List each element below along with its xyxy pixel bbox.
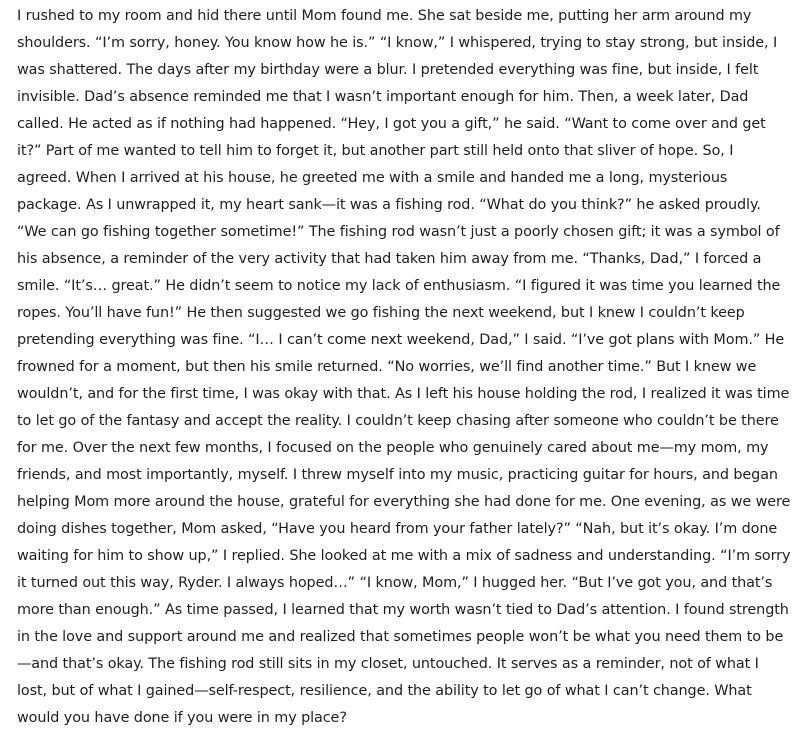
story-paragraph: I rushed to my room and hid there until Mom found me. She sat beside me, putting her arm around my shoulders. “I’m sorry, honey. You know how he is.” “I know,” I whispered, trying to stay strong, but inside, I was shattered. The days after my birthday were a blur. I pretended everything was fine, but inside, I felt invisible. Dad’s absence reminded me that I wasn’t important enough for him. Then, a week later, Dad called. He acted as if nothing had happened. “Hey, I got you a gift,” he said. “Want to come over and get it?” Part of me wanted to tell him to forget it, but another part still held onto that sliver of hope. So, I agreed. When I arrived at his house, he greeted me with a smile and handed me a long, mysterious package. As I unwrapped it, my heart sank—it was a fishing rod. “What do you think?” he asked proudly. “We can go fishing together sometime!” The fishing rod wasn’t just a poorly chosen gift; it was a symbol of his absence, a reminder of the very activity that had taken him away from me. “Thanks, Dad,” I forced a smile. “It’s… great.” He didn’t seem to notice my lack of enthusiasm. “I figured it was time you learned the ropes. You’ll have fun!” He then suggested we go fishing the next weekend, but I knew I couldn’t keep pretending everything was fine. “I… I can’t come next weekend, Dad,” I said. “I’ve got plans with Mom.” He frowned for a moment, but then his smile returned. “No worries, we’ll find another time.” But I knew we wouldn’t, and for the first time, I was okay with that. As I left his house holding the rod, I realized it was time to let go of the fantasy and accept the reality. I couldn’t keep chasing after someone who couldn’t be there for me. Over the next few months, I focused on the people who genuinely cared about me—my mom, my friends, and most importantly, myself. I threw myself into my music, practicing guitar for hours, and began helping Mom more around the house, grateful for everything she had done for me. One evening, as we were doing dishes together, Mom asked, “Have you heard from your father lately?” “Nah, but it’s okay. I’m done waiting for him to show up,” I replied. She looked at me with a mix of sadness and understanding. “I’m sorry it turned out this way, Ryder. I always hoped…” “I know, Mom,” I hugged her. “But I’ve got you, and that’s more than enough.” As time passed, I learned that my worth wasn’t tied to Dad’s attention. I found strength in the love and support around me and realized that sometimes people won’t be what you need them to be—and that’s okay. The fishing rod still sits in my closet, untouched. It serves as a reminder, not of what I lost, but of what I gained—self-respect, resilience, and the ability to let go of what I can’t change. What would you have done if you were in my place? [17, 8, 791, 726]
